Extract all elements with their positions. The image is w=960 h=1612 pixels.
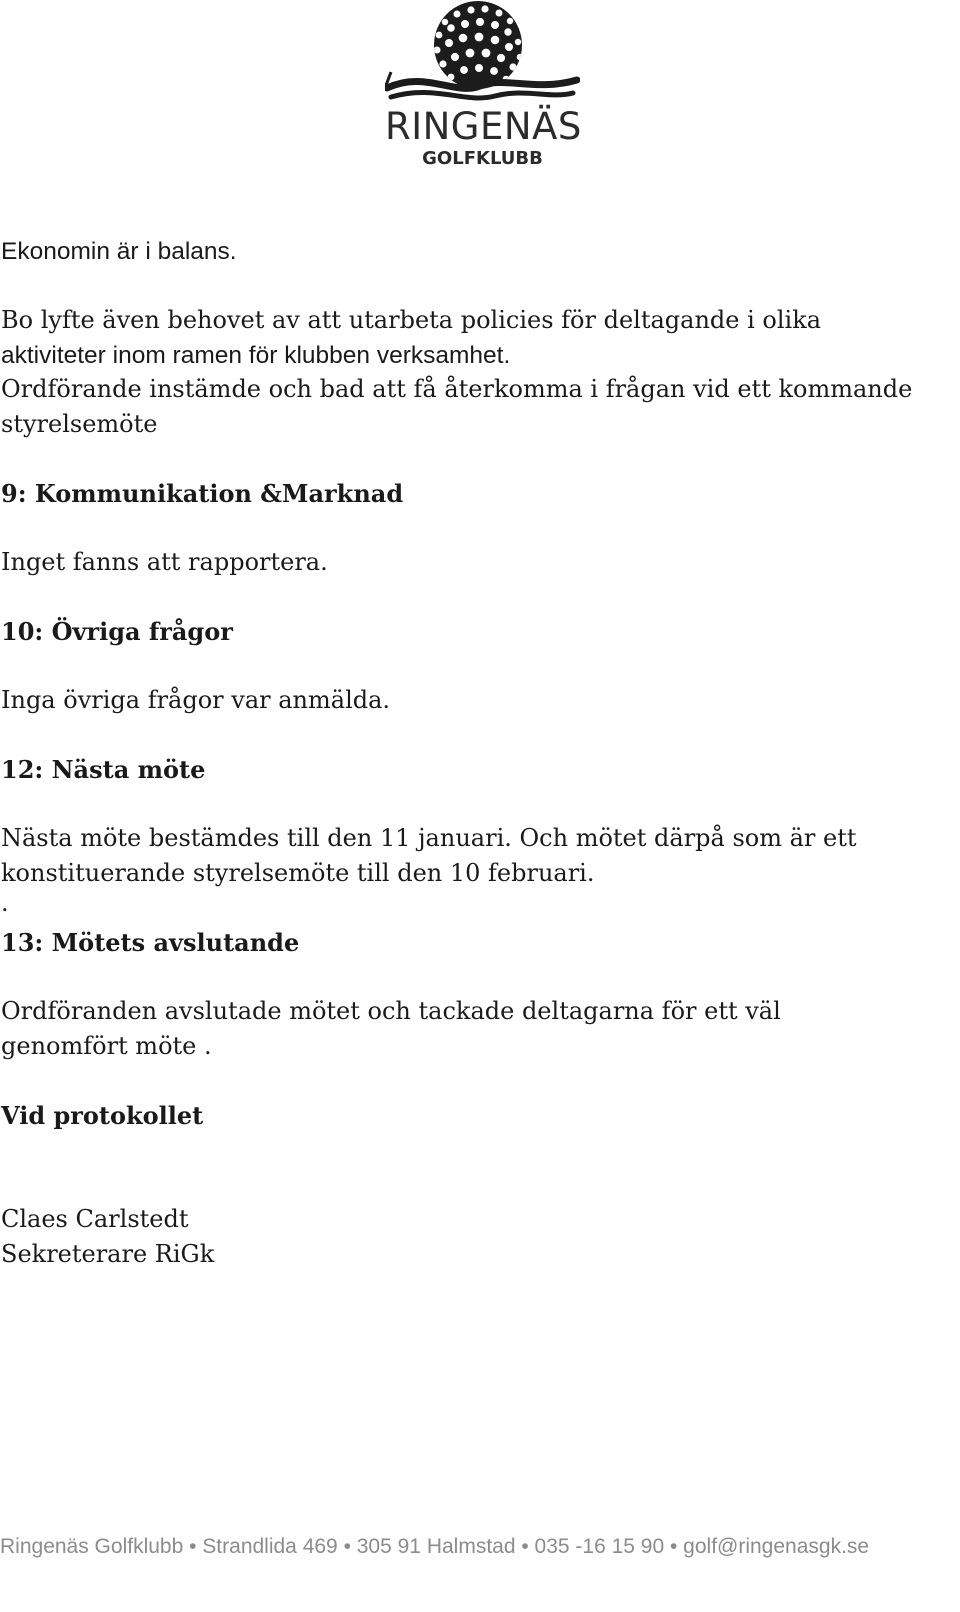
section-9-text: Inget fanns att rapportera. [1, 548, 328, 576]
section-9-heading: 9: Kommunikation &Marknad [1, 479, 404, 508]
section-12-text-line-2: konstituerande styrelsemöte till den 10 februari. [1, 859, 595, 887]
section-13-text-line-1: Ordföranden avslutade mötet och tackade deltagarna för ett väl [1, 997, 781, 1025]
section-12-heading: 12: Nästa möte [1, 755, 206, 784]
signoff-heading: Vid protokollet [1, 1101, 204, 1130]
section-13-text-line-2: genomfört möte . [1, 1032, 212, 1060]
economy-paragraph: Ekonomin är i balans. [1, 238, 237, 265]
signer-name: Claes Carlstedt [1, 1205, 189, 1233]
signer-title: Sekreterare RiGk [1, 1240, 215, 1268]
golf-ball-icon [385, 0, 580, 110]
section-13-heading: 13: Mötets avslutande [1, 928, 300, 957]
stray-dot: . [1, 889, 9, 917]
logo-club-subtitle: GOLFKLUBB [422, 148, 543, 169]
policies-paragraph-line-2: aktiviteter inom ramen för klubben verksamhet. [1, 342, 511, 369]
page-footer: Ringenäs Golfklubb • Strandlida 469 • 305 91 Halmstad • 035 -16 15 90 • golf@ringenasgk.se [0, 1535, 870, 1558]
policies-paragraph-line-1: Bo lyfte även behovet av att utarbeta policies för deltagande i olika [1, 306, 822, 334]
section-10-heading: 10: Övriga frågor [1, 617, 233, 646]
section-10-text: Inga övriga frågor var anmälda. [1, 686, 391, 714]
section-12-text-line-1: Nästa möte bestämdes till den 11 januari. Och mötet därpå som är ett [1, 824, 857, 852]
logo-club-name: RINGENÄS [385, 105, 582, 148]
club-logo [385, 0, 580, 175]
chair-paragraph-line-2: styrelsemöte [1, 410, 158, 438]
chair-paragraph-line-1: Ordförande instämde och bad att få återkomma i frågan vid ett kommande [1, 375, 913, 403]
